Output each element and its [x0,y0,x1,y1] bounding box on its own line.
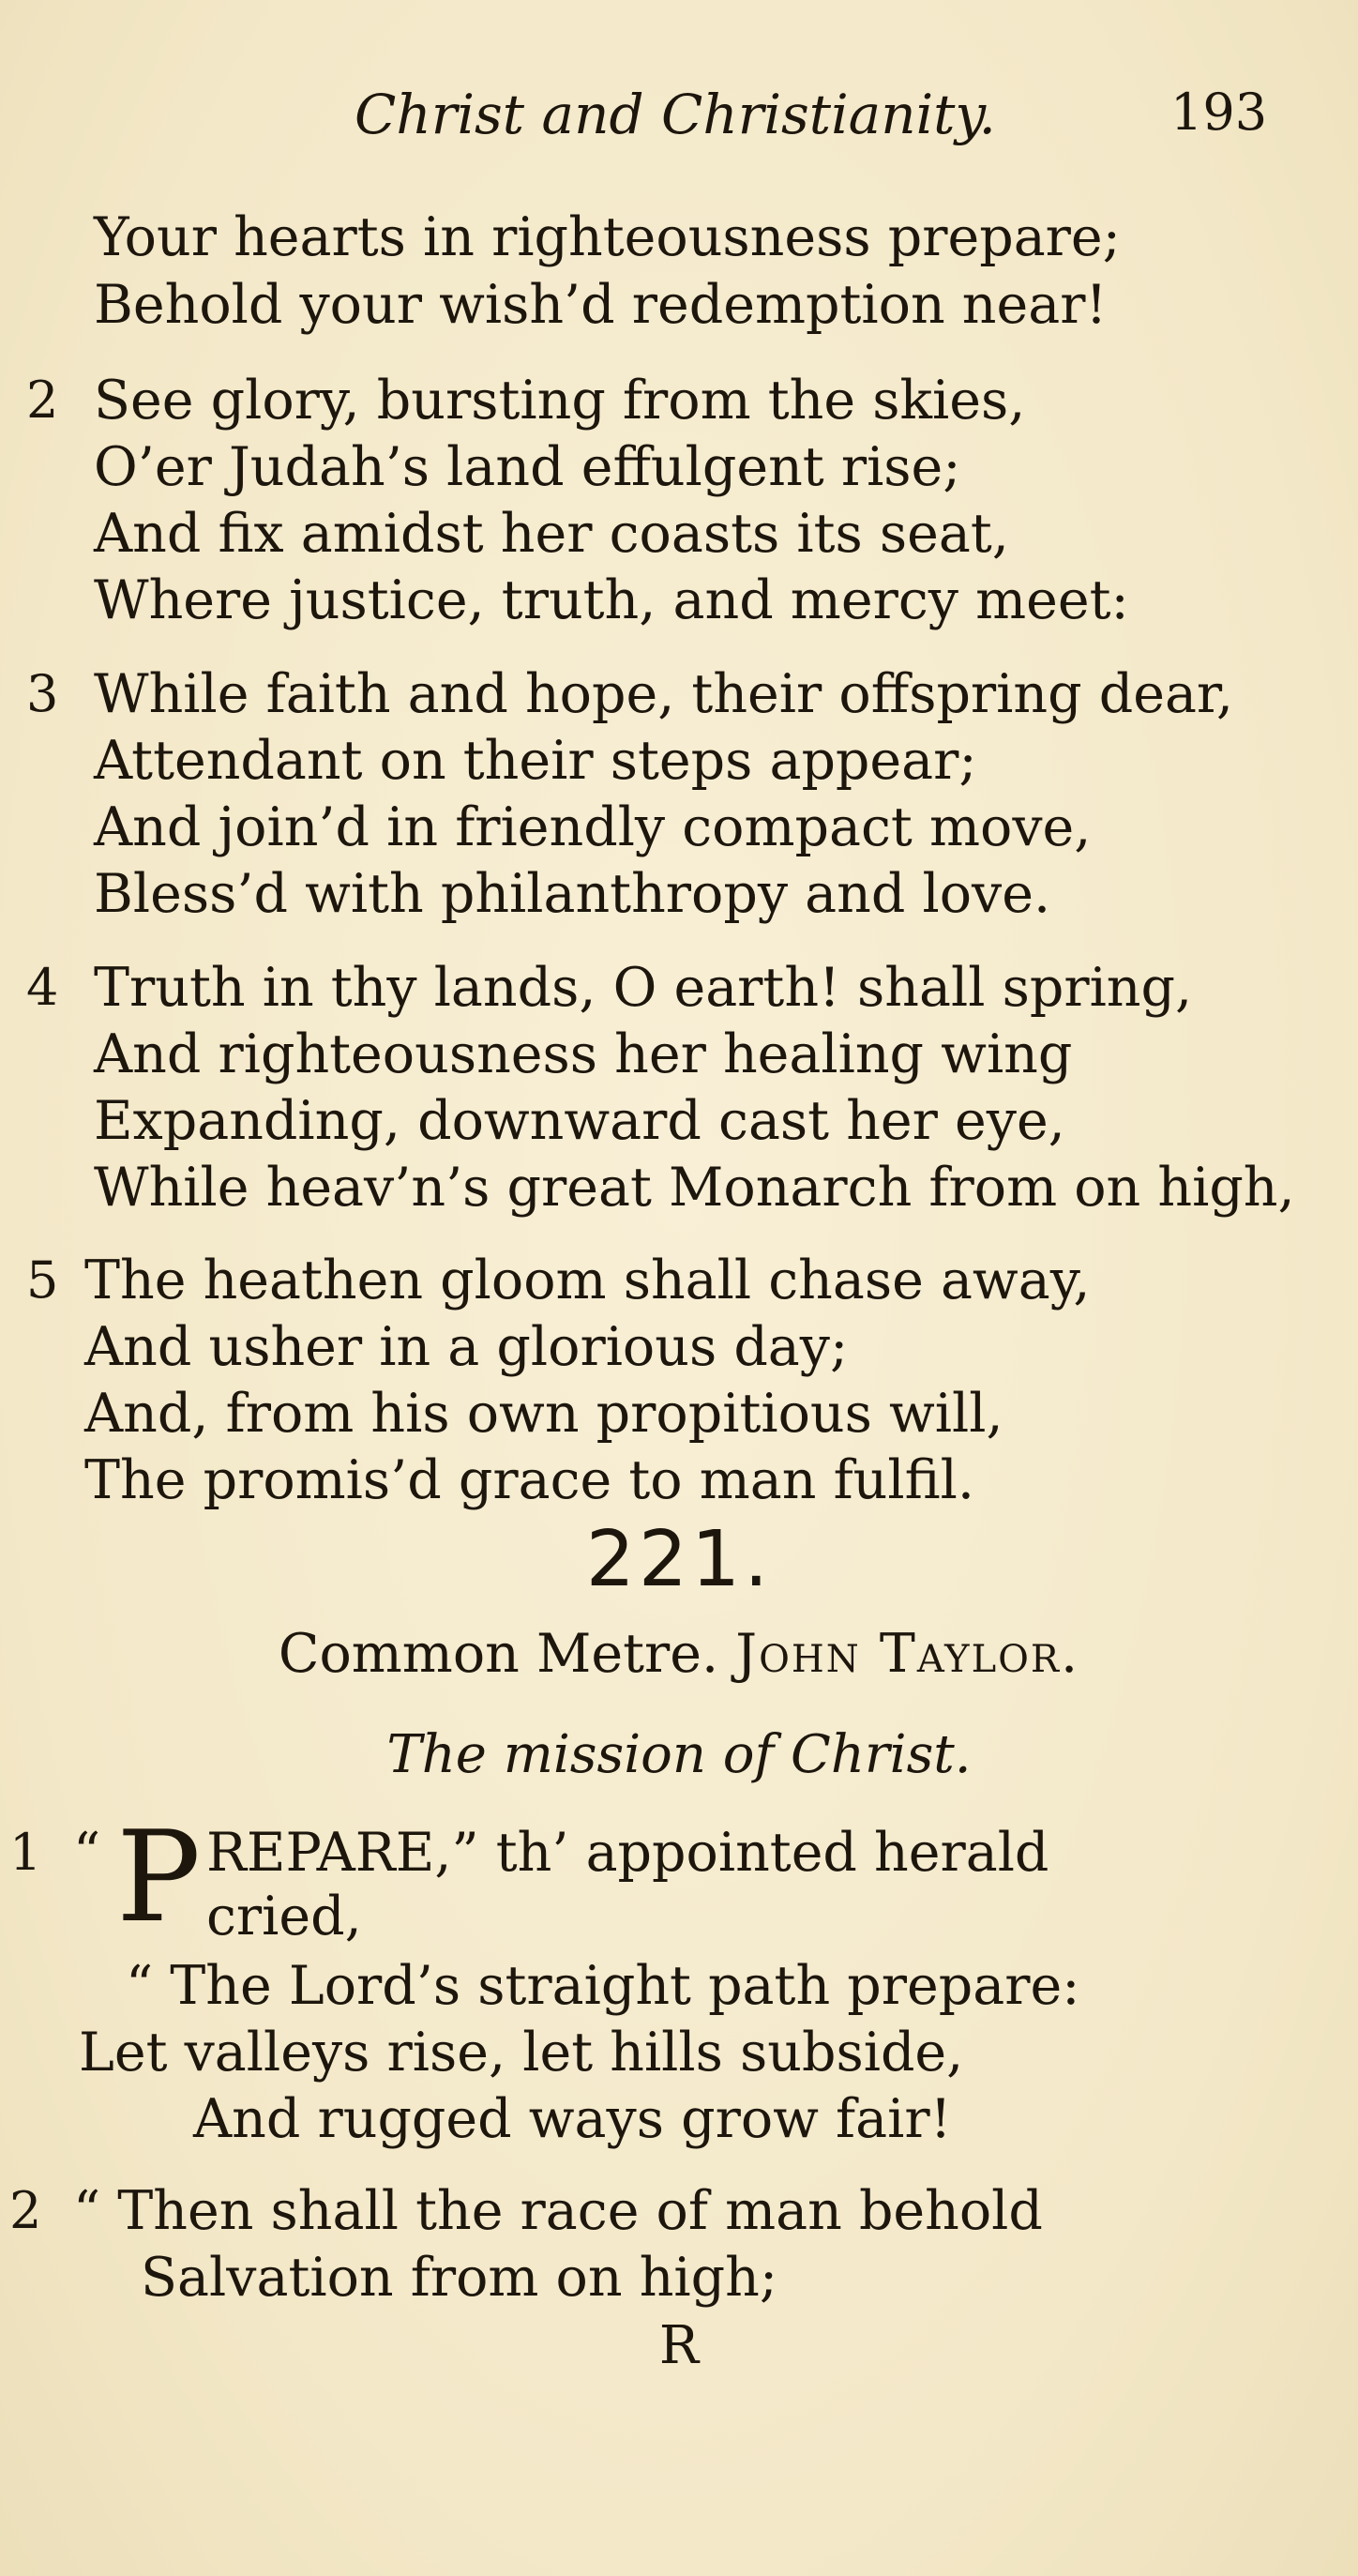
verse-line: cried, [206,1886,362,1947]
verse-line: And fix amidst her coasts its seat, [94,503,1009,565]
hymn-number: 221. [585,1515,773,1604]
signature-mark: R [658,2315,700,2376]
verse-line: Salvation from on high; [141,2247,778,2309]
hymn-subject: The mission of Christ. [386,1724,972,1785]
stanza-number: 3 [26,664,59,723]
verse-line: While heav’n’s great Monarch from on high, [94,1157,1295,1219]
verse-line: Expanding, downward cast her eye, [94,1090,1065,1152]
verse-line: Truth in thy lands, O earth! shall spring, [94,957,1193,1019]
verse-line: “ The Lord’s straight path prepare: [126,1955,1080,2017]
verse-line: The heathen gloom shall chase away, [84,1250,1091,1311]
verse-line: And join’d in friendly compact move, [94,796,1092,858]
verse-line: Attendant on their steps appear; [94,730,977,792]
verse-line: O’er Judah’s land effulgent rise; [94,436,961,498]
verse-line: While faith and hope, their offspring dear, [94,663,1234,725]
verse-line: And righteousness her healing wing [94,1023,1073,1085]
stanza-number: 4 [26,958,59,1017]
hymn-author: John Taylor. [735,1623,1080,1685]
verse-line: Let valleys rise, let hills subside, [79,2022,964,2084]
running-header [0,83,1358,158]
stanza-number: 5 [26,1250,59,1310]
stanza-number: 1 [9,1823,42,1882]
verse-line: “ Then shall the race of man behold [73,2180,1043,2242]
verse-line: See glory, bursting from the skies, [94,370,1026,432]
verse-line: And usher in a glorious day; [84,1316,849,1378]
verse-line: And, from his own propitious will, [84,1383,1003,1445]
page-number: 193 [1170,83,1268,142]
open-quote: “ [73,1822,101,1884]
verse-line: REPARE,” th’ appointed herald [206,1822,1049,1884]
stanza-number: 2 [26,371,59,430]
verse-line: Your hearts in righteousness prepare; [94,206,1121,268]
stanza-number: 2 [9,2181,42,2240]
verse-line: Behold your wish’d redemption near! [94,274,1108,336]
hymn-metre-author [0,1623,1358,1685]
verse-line: And rugged ways grow fair! [193,2088,952,2150]
verse-line: Where justice, truth, and mercy meet: [94,569,1129,631]
drop-cap: P [116,1804,202,1950]
verse-line: Bless’d with philanthropy and love. [94,863,1051,925]
running-title: Christ and Christianity. [355,83,996,146]
hymn-metre: Common Metre. [278,1623,719,1685]
verse-line: The promis’d grace to man fulfil. [84,1449,974,1511]
